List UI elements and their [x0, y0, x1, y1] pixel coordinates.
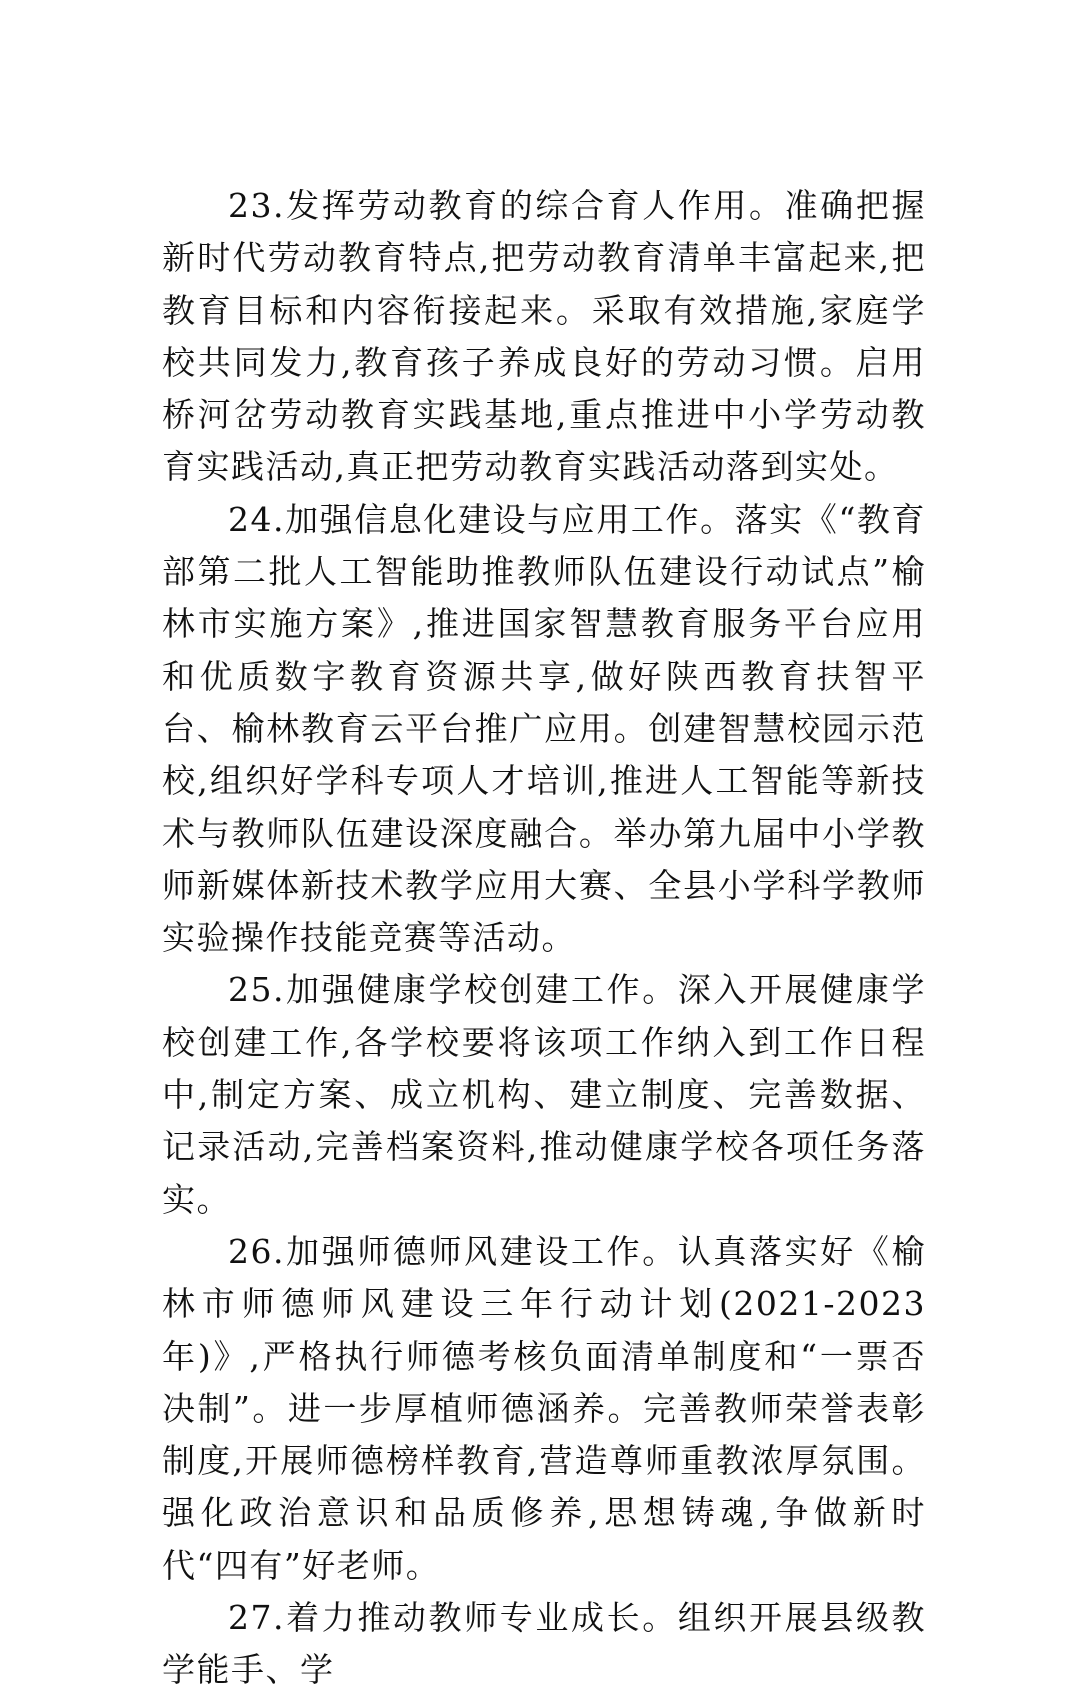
document-body: [162, 180, 926, 1697]
paragraph-teacher-ethics: 26.加强师德师风建设工作。认真落实好《榆林市师德师风建设三年行动计划(2021-2023年)》,严格执行师德考核负面清单制度和“一票否决制”。进一步厚植师德涵养。完善教师荣誉表彰制度,开展师德榜样教育,营造尊师重教浓厚氛围。强化政治意识和品质修养,思想铸魂,争做新时代“四有”好老师。: [162, 1231, 926, 1585]
paragraph-labor-education: 23.发挥劳动教育的综合育人作用。准确把握新时代劳动教育特点,把劳动教育清单丰富起来,把教育目标和内容衔接起来。采取有效措施,家庭学校共同发力,教育孩子养成良好的劳动习惯。启用桥河岔劳动教育实践基地,重点推进中小学劳动教育实践活动,真正把劳动教育实践活动落到实处。: [162, 186, 926, 487]
paragraph-informatization: 24.加强信息化建设与应用工作。落实《“教育部第二批人工智能助推教师队伍建设行动试点”榆林市实施方案》,推进国家智慧教育服务平台应用和优质数字教育资源共享,做好陕西教育扶智平台、榆林教育云平台推广应用。创建智慧校园示范校,组织好学科专项人才培训,推进人工智能等新技术与教师队伍建设深度融合。举办第九届中小学教师新媒体新技术教学应用大赛、全县小学科学教师实验操作技能竞赛等活动。: [162, 499, 926, 958]
paragraph-teacher-growth: 27.着力推动教师专业成长。组织开展县级教学能手、学: [162, 1598, 926, 1690]
paragraph-healthy-school: 25.加强健康学校创建工作。深入开展健康学校创建工作,各学校要将该项工作纳入到工作日程中,制定方案、成立机构、建立制度、完善数据、记录活动,完善档案资料,推动健康学校各项任务落实。: [162, 970, 926, 1219]
